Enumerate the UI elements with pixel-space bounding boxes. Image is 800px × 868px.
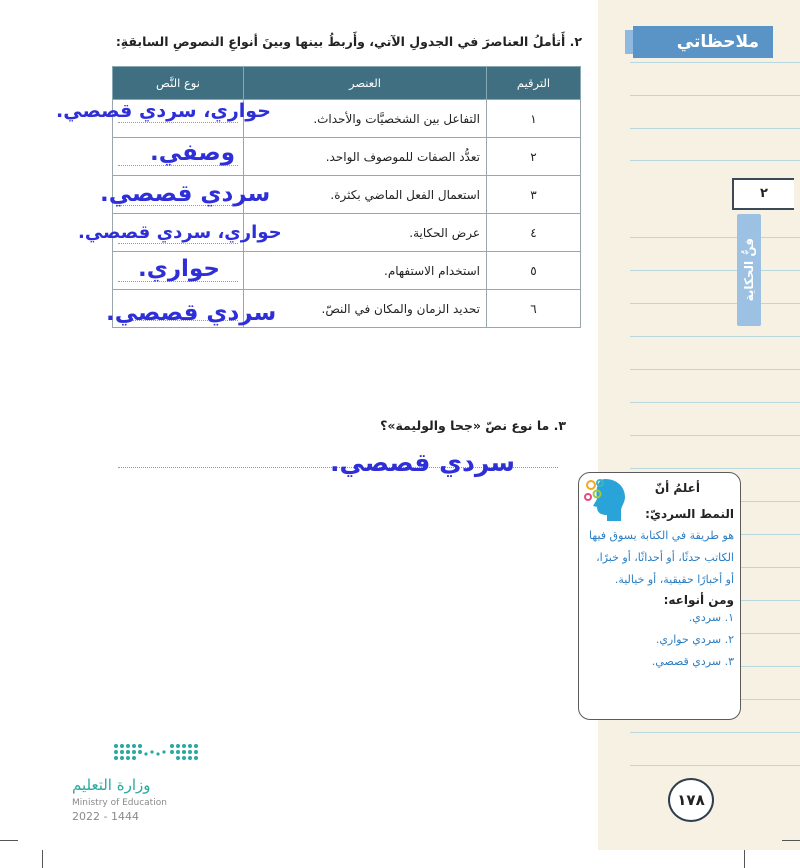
crop-mark: [782, 840, 800, 841]
ministry-emblem-icon: [112, 740, 204, 770]
margin-rule: [630, 160, 800, 161]
notes-tab: ملاحظاتي: [633, 26, 773, 58]
info-box-description: هو طريقة في الكتابة يسوق فيها الكاتب حدثًا، أو أحداثًا، أو خبرًا، أو أخبارًا حقيقية، أو خيالية.: [589, 529, 734, 586]
margin-rule: [630, 765, 800, 766]
row-element: تعدُّد الصفات للموصوف الواحد.: [244, 138, 487, 176]
handwritten-answer-1: حواري، سردي قصصي.: [56, 100, 271, 122]
edition-year: 2022 - 1444: [72, 810, 139, 823]
handwritten-answer-6: سردي قصصي.: [106, 300, 277, 326]
question-2-heading: ٢. أَتأملُ العناصرَ في الجدولِ الآتي، وأَربطُ بينها وبينَ أنواعِ النصوصِ السابقةِ:: [115, 34, 582, 49]
margin-rule: [630, 468, 800, 469]
answer-line: [118, 122, 238, 123]
ministry-name-en: Ministry of Education: [72, 798, 167, 808]
crop-mark: [744, 850, 745, 868]
margin-rule: [630, 435, 800, 436]
margin-rule: [630, 95, 800, 96]
info-box-subtitle: النمط السرديّ:: [645, 507, 734, 521]
table-header-row: [113, 67, 581, 100]
row-number: ١: [487, 100, 581, 138]
column-header-element: العنصر: [244, 67, 487, 100]
info-box-types-title: ومن أنواعه:: [663, 593, 734, 607]
handwritten-answer-5: حواري.: [138, 256, 220, 282]
column-header-num: الترقيم: [487, 67, 581, 100]
row-number: ٦: [487, 290, 581, 328]
ministry-logo: [72, 740, 212, 830]
handwritten-answer-q3: سردي قصصي.: [330, 448, 516, 477]
row-number: ٤: [487, 214, 581, 252]
row-element: التفاعل بين الشخصيَّات والأحداث.: [244, 100, 487, 138]
crop-mark: [0, 840, 18, 841]
page-number: ١٧٨: [668, 778, 714, 822]
brain-gears-icon: [583, 475, 629, 525]
unit-number: ٢: [732, 178, 794, 210]
row-number: ٥: [487, 252, 581, 290]
row-element: تحديد الزمان والمكان في النصّ.: [244, 290, 487, 328]
margin-rule: [630, 62, 800, 63]
handwritten-answer-2: وصفي.: [150, 140, 236, 166]
list-item: ١. سردي.: [688, 611, 734, 624]
list-item: ٣. سردي قصصي.: [651, 655, 734, 668]
margin-rule: [630, 336, 800, 337]
row-number: ٢: [487, 138, 581, 176]
answer-line: [118, 243, 238, 244]
ministry-name-ar: وزارة التعليم: [72, 776, 151, 794]
row-element: استعمال الفعل الماضي بكثرة.: [244, 176, 487, 214]
crop-mark: [42, 850, 43, 868]
margin-rule: [630, 402, 800, 403]
margin-rule: [630, 237, 800, 238]
question-3-heading: ٣. ما نوع نصّ «جحا والوليمة»؟: [380, 418, 566, 433]
margin-rule: [630, 128, 800, 129]
unit-side-label-text: فنُّ الحكاية: [742, 238, 756, 302]
handwritten-answer-4: حواري، سردي قصصي.: [78, 222, 282, 243]
row-element: استخدام الاستفهام.: [244, 252, 487, 290]
unit-side-label: [737, 214, 761, 326]
row-number: ٣: [487, 176, 581, 214]
margin-rule: [630, 303, 800, 304]
column-header-type: نوع النَّص: [113, 67, 244, 100]
margin-rule: [630, 270, 800, 271]
list-item: ٢. سردي حواري.: [655, 633, 734, 646]
row-element: عرض الحكاية.: [244, 214, 487, 252]
handwritten-answer-3: سردي قصصي.: [100, 181, 271, 207]
notes-margin: [598, 0, 800, 850]
margin-rule: [630, 369, 800, 370]
info-box-title: أعلمُ أنّ: [654, 481, 700, 495]
margin-rule: [630, 732, 800, 733]
info-box: [578, 472, 741, 720]
